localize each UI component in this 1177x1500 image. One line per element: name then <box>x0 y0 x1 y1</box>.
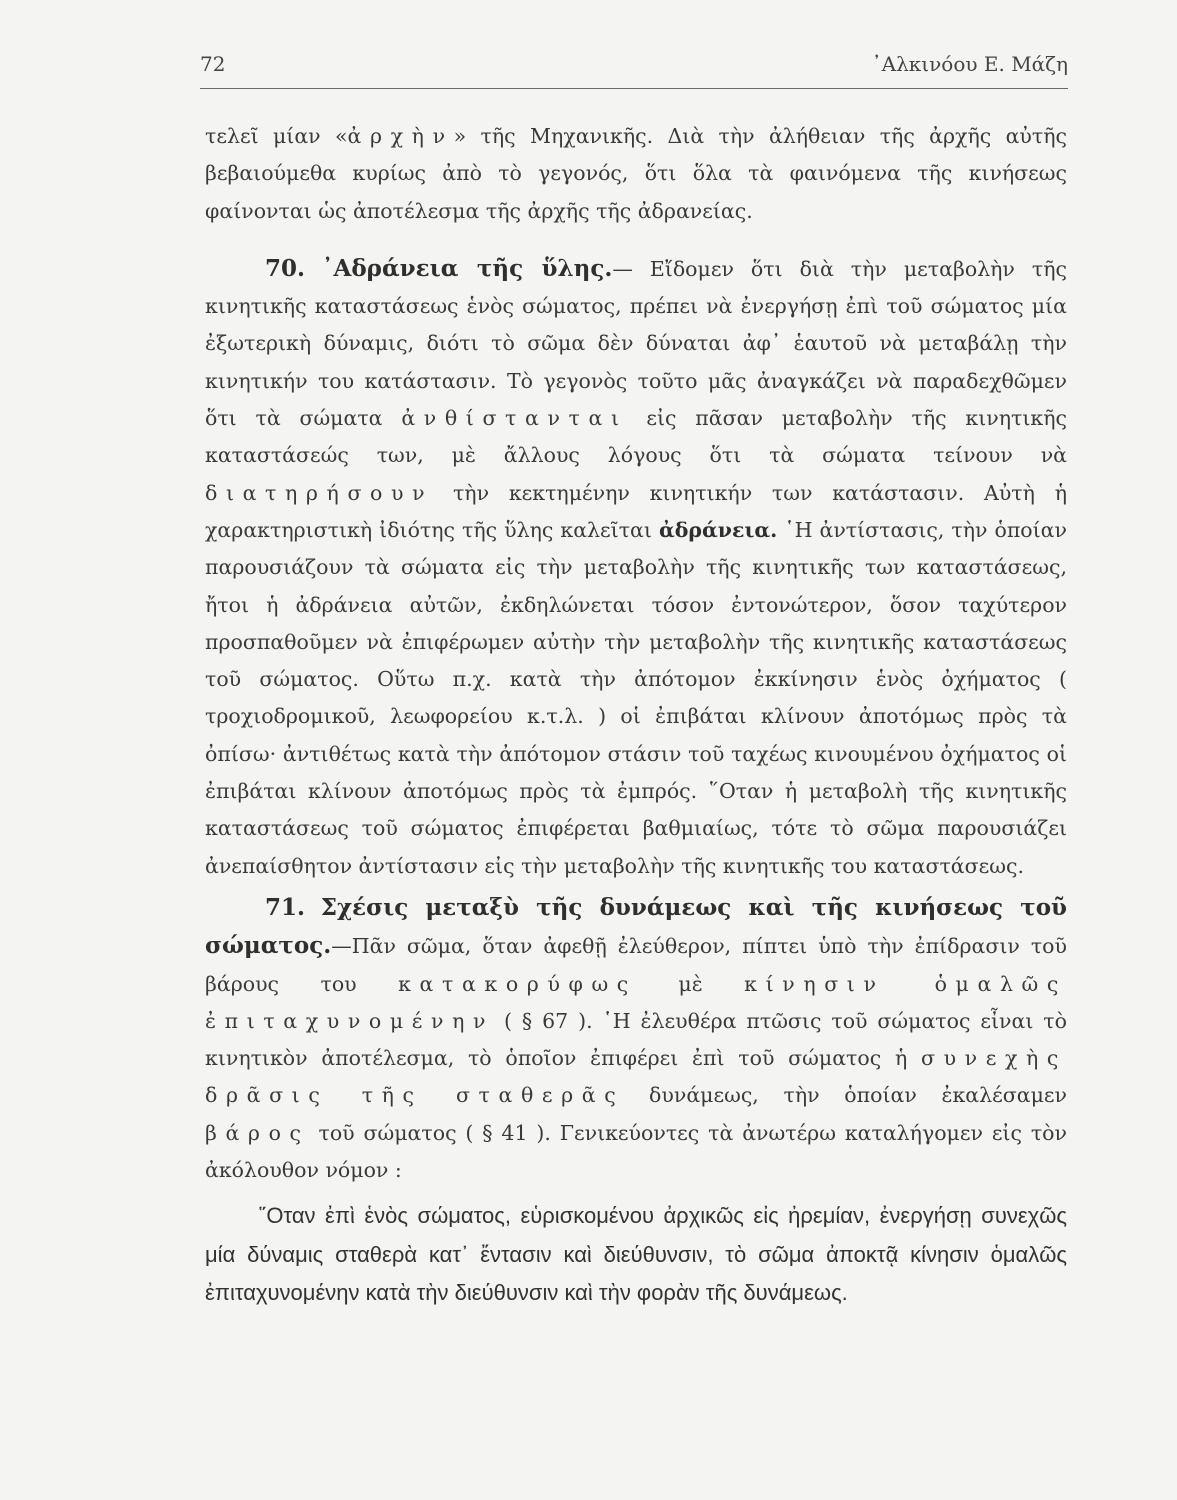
spaced-term: βάρος <box>205 1120 310 1145</box>
section-70 <box>205 250 1067 885</box>
spaced-term: κατακορύφως <box>398 971 637 996</box>
section-71 <box>205 889 1067 1189</box>
section-number: 70. <box>265 254 306 282</box>
page-header <box>200 52 1068 76</box>
section-title: ᾿Αδράνεια τῆς ὕλης. <box>321 254 613 282</box>
section-title: Σχέσις μεταξὺ τῆς δυνάμεως καὶ τῆς κινήσεως τοῦ σώματος. <box>205 893 1067 960</box>
text-run: —Πᾶν σῶμα, ὅταν ἀφεθῇ ἐλεύθερον, πίπτει ὑπὸ τὴν ἐπίδρασιν τοῦ βάρους του <box>205 934 1067 996</box>
text-run: δυνάμεως, τὴν ὁποίαν ἐκαλέσαμεν <box>649 1083 1067 1108</box>
spaced-term: ἀνθίστανται <box>401 406 628 431</box>
spaced-term: συνεχὴς δρᾶσις τῆς σταθερᾶς <box>205 1046 1067 1108</box>
text-run: τοῦ σώματος ( § 41 ). Γενικεύοντες τὰ ἀνωτέρω καταλήγομεν εἰς τὸν ἀκόλουθον νόμον : <box>205 1120 1067 1183</box>
text-run: ( § 67 ). ῾Η ἐλευθέρα πτῶσις τοῦ σώματος εἶναι τὸ κινητικὸν ἀποτέλεσμα, τὸ ὁποῖον ἐπιφέρει ἐπὶ τοῦ σώματος ἡ <box>205 1008 1067 1071</box>
text-run: τὴν κεκτημένην κινητικήν των κατάστασιν. Αὐτὴ ἡ χαρακτηριστικὴ ἰδιότης τῆς ὕλης καλεῖται <box>205 480 1067 542</box>
page-number: 72 <box>200 52 226 76</box>
text-run: μὲ <box>678 971 703 996</box>
section-number: 71. <box>265 893 306 921</box>
header-rule <box>200 88 1068 89</box>
page-body <box>205 118 1067 1313</box>
spaced-term: διατηρήσουν <box>205 480 434 505</box>
text-run: ῾Η ἀντίστασις, τὴν ὁποίαν παρουσιάζουν τὰ σώματα εἰς τὴν μεταβολὴν τῆς κινητικῆς των καταστάσεως, ἤτοι ἡ ἀδράνεια αὐτῶν, ἐκδηλώνεται τόσον ἐντονώτερον, ὅσον ταχύτερον προσπαθοῦμεν νὰ ἐπιφέρωμεν αὐτὴν τὴν μεταβολὴν τῆς κινητικῆς καταστάσεως τοῦ σώματος. Οὕτω π.χ. κατὰ τὴν ἀπότομον ἐκκίνησιν ἑνὸς ὀχήματος ( τροχιοδρομικοῦ, λεωφορείου κ.τ.λ. ) οἱ ἐπιβάται κλίνουν ἀποτόμως πρὸς τὰ ὀπίσω· ἀντιθέτως κατὰ τὴν ἀπότομον στάσιν τοῦ ταχέως κινουμένου ὀχήματος οἱ ἐπιβάται κλίνουν ἀποτόμως πρὸς τὰ ἐμπρός. ῞Οταν ἡ μεταβολὴ τῆς κινητικῆς καταστάσεως τοῦ σώματος ἐπιφέρεται βαθμιαίως, τότε τὸ σῶμα παρουσιάζει ἀνεπαίσθητον ἀντίστασιν εἰς τὴν μεταβολὴν τῆς κινητικῆς του καταστάσεως. <box>205 517 1067 878</box>
law-statement: ῞Οταν ἐπὶ ἑνὸς σώματος, εὑρισκομένου ἀρχικῶς εἰς ἠρεμίαν, ἐνεργήσῃ συνεχῶς μία δύναμις σταθερὰ κατ᾿ ἔντασιν καὶ διεύθυνσιν, τὸ σῶμα ἀποκτᾷ κίνησιν ὁμαλῶς ἐπιταχυνομένην κατὰ τὴν διεύθυνσιν καὶ τὴν φορὰν τῆς δυνάμεως. <box>205 1203 1067 1306</box>
text-run: » τῆς Μηχανικῆς. Διὰ τὴν ἀλήθειαν τῆς ἀρχῆς αὐτῆς βεβαιούμεθα κυρίως ἀπὸ τὸ γεγονός, ὅτι ὅλα τὰ φαινόμενα τῆς κινήσεως φαίνονται ὡς ἀποτέλεσμα τῆς ἀρχῆς τῆς ἀδρανείας. <box>205 124 1068 223</box>
paragraph-intro <box>205 118 1067 230</box>
text-run: εἰς πᾶσαν μεταβολὴν τῆς κινητικῆς καταστάσεώς των, μὲ ἄλλους λόγους ὅτι τὰ σώματα τείνουν νὰ <box>205 406 1067 468</box>
spaced-term: κίνησιν ὁμαλῶς ἐπιταχυνομένην <box>205 971 1067 1033</box>
running-author: ᾿Αλκινόου Ε. Μάζη <box>871 52 1068 76</box>
text-run: τελεῖ μίαν « <box>205 124 348 148</box>
bold-term: ἀδράνεια. <box>658 517 778 542</box>
spaced-term: ἀρχὴν <box>347 124 454 148</box>
text-run: — Εἴδομεν ὅτι διὰ τὴν μεταβολὴν τῆς κινητικῆς καταστάσεως ἑνὸς σώματος, πρέπει νὰ ἐνεργήσῃ ἐπὶ τοῦ σώματος μία ἐξωτερικὴ δύναμις, διότι τὸ σῶμα δὲν δύναται ἀφ᾿ ἑαυτοῦ νὰ μεταβάλῃ τὴν κινητικήν του κατάστασιν. Τὸ γεγονὸς τοῦτο μᾶς ἀναγκάζει νὰ παραδεχθῶμεν ὅτι τὰ σώματα <box>205 256 1067 431</box>
